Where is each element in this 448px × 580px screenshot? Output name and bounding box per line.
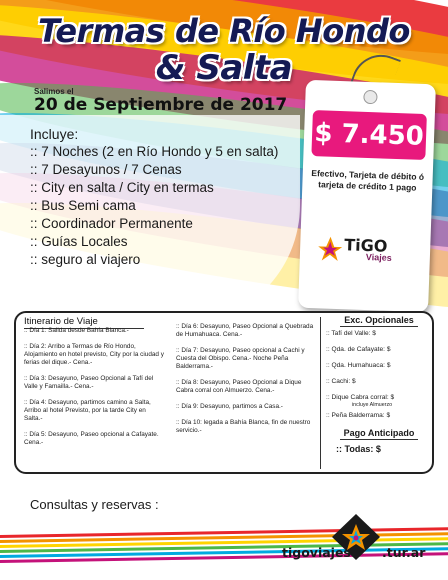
excursion-item: :: Tafí del Valle: $ [326, 330, 376, 337]
departure-label: Salimos el [34, 87, 74, 96]
excursions-panel [326, 313, 432, 454]
include-item: :: seguro al viajero [30, 252, 141, 267]
itinerary-column-2 [176, 323, 316, 443]
include-item: :: City en salta / City en termas [30, 180, 214, 195]
excursion-item: :: Qda. de Cafayate: $ [326, 346, 391, 353]
include-item: :: Bus Semi cama [30, 198, 136, 213]
payment-note: Efectivo, Tarjeta de débito ó tarjeta de crédito 1 pago [311, 168, 425, 193]
contact-label: Consultas y reservas : [30, 497, 159, 512]
itinerary-day: :: Día 3: Desayuno, Paseo Opcional a Tafí del Valle y Famailla.- Cena.- [24, 375, 154, 390]
itinerary-title: Itinerario de Viaje [24, 316, 98, 327]
advance-payment-total: :: Todas: $ [336, 444, 381, 454]
excursion-item: :: Cachi: $ [326, 378, 356, 385]
excursions-title: Exc. Opcionales [344, 315, 414, 325]
tigo-star-icon [316, 234, 345, 263]
excursions-title-underline [340, 326, 418, 327]
tag-logo [315, 230, 414, 273]
includes-list [30, 126, 278, 269]
excursion-item: :: Dique Cabra corral: $ [326, 394, 395, 401]
itinerary-day: :: Día 5: Desayuno, Paseo opcional a Cafayate. Cena.- [24, 431, 159, 446]
excursion-note: incluye Almuerzo [352, 402, 393, 408]
tag-hole-icon [363, 90, 377, 104]
include-item: :: 7 Desayunos / 7 Cenas [30, 162, 182, 177]
itinerary-box [14, 311, 434, 474]
title-line-1: Termas de Río Hondo [38, 12, 410, 50]
itinerary-day: :: Día 6: Desayuno, Paseo Opcional a Quebrada de Humahuaca. Cena.- [176, 323, 314, 338]
column-divider [320, 317, 321, 469]
include-item: :: 7 Noches (2 en Río Hondo y 5 en salta) [30, 144, 279, 159]
advance-payment-underline [340, 439, 418, 440]
excursion-item: :: Peña Balderrama: $ [326, 412, 391, 419]
itinerary-day: :: Día 1: Salida desde Bahía Blanca.- [24, 327, 129, 334]
advance-payment-title: Pago Anticipado [343, 428, 415, 438]
tag-brand: TiGO [343, 235, 388, 256]
itinerary-day: :: Día 9: Desayuno, partimos a Casa.- [176, 403, 283, 410]
price-tag [298, 80, 436, 312]
itinerary-day: :: Día 8: Desayuno, Paseo Opcional a Dique Cabra corral con Almuerzo. Cena.- [176, 379, 302, 394]
include-item: :: Guías Locales [30, 234, 128, 249]
site-tld[interactable]: .tur.ar [382, 545, 426, 560]
tag-brand-sub: Viajes [365, 252, 392, 263]
itinerary-day: :: Día 7: Desayuno, Paseo opcional a Cachi y Cuesta del Obispo. Cena.- Noche Peña Balderrama.- [176, 347, 305, 370]
itinerary-day: :: Día 2: Arribo a Termas de Río Hondo, Alojamiento en hotel previsto, City por la ciudad y ferias del dique.- Cena.- [24, 343, 164, 366]
itinerary-day: :: Día 10: legada a Bahía Blanca, fin de nuestro servicio.- [176, 419, 311, 434]
price: $ 7.450 [311, 110, 427, 160]
includes-heading: Incluye: [30, 126, 79, 142]
itinerary-column-1 [24, 327, 164, 455]
departure-date: 20 de Septiembre de 2017 [34, 95, 288, 115]
excursion-item: :: Qda. Humahuaca: $ [326, 362, 391, 369]
itinerary-day: :: Día 4: Desayuno, partimos camino a Salta, Arribo al hotel Previsto, por la tarde City en Salta.- [24, 399, 151, 422]
title-line-2: & Salta [155, 48, 293, 88]
site-name[interactable]: tigoviajes [282, 545, 351, 560]
include-item: :: Coordinador Permanente [30, 216, 193, 231]
